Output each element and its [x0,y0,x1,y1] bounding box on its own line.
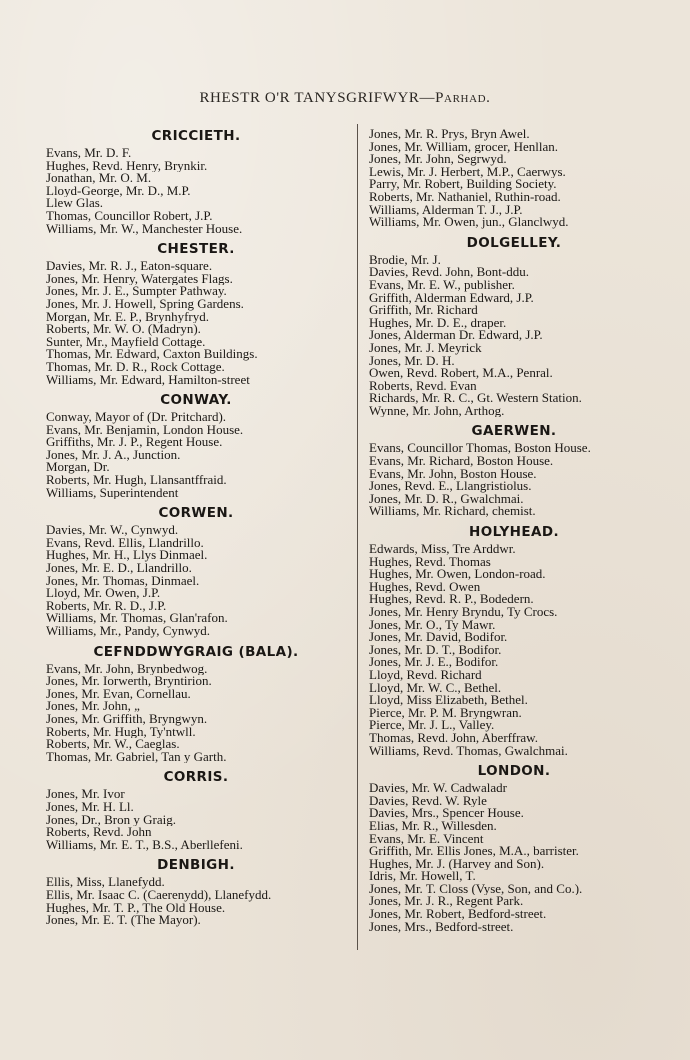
subscriber-entry: Lloyd, Miss Elizabeth, Bethel. [369,694,528,707]
subscriber-entry: Lewis, Mr. J. Herbert, M.P., Caerwys. [369,165,566,179]
subscriber-entry: Hughes, Mr. Owen, London-road. [369,568,546,581]
subscriber-entry: Hughes, Revd. Owen [369,580,481,594]
subscriber-entry: Evans, Mr. John, Boston House. [369,467,537,481]
subscriber-entry: Jones, Alderman Dr. Edward, J.P. [369,329,543,342]
subscriber-entry: Thomas, Mr. Edward, Caxton Buildings. [46,348,258,361]
subscriber-entry: Thomas, Mr. D. R., Rock Cottage. [46,360,225,374]
subscriber-entry: Williams, Mr. Richard, chemist. [369,505,536,519]
subscriber-entry: Idris, Mr. Howell, T. [369,870,476,883]
subscriber-entry: Jones, Dr., Bron y Graig. [46,813,176,827]
subscriber-entry: Jones, Mr. Henry Bryndu, Ty Crocs. [369,606,558,619]
subscriber-entry: Edwards, Miss, Tre Arddwr. [369,543,516,556]
subscriber-entry: Lloyd, Revd. Richard [369,668,482,682]
subscriber-entry: Jones, Mr. J. E., Bodifor. [369,656,499,669]
subscriber-entry: Jones, Mr. D. R., Gwalchmai. [369,492,524,506]
subscriber-entry: Williams, Mr. Owen, jun., Glanclwyd. [369,216,569,229]
subscriber-entry: Parry, Mr. Robert, Building Society. [369,178,557,191]
subscriber-entry: Jones, Mr. J. Howell, Spring Gardens. [46,297,244,311]
town-section-corris [46,769,346,851]
column-divider [357,124,358,950]
left-column [46,128,346,933]
subscriber-entry: Evans, Mr. D. F. [46,147,132,160]
subscriber-entry: Evans, Mr. E. W., publisher. [369,278,515,292]
town-section-chester [46,241,346,386]
subscriber-entry: Wynne, Mr. John, Arthog. [369,404,505,418]
town-section-corwen [46,505,346,637]
town-section-gaerwen [369,423,659,518]
subscriber-entry: Thomas, Revd. John, Aberffraw. [369,731,538,745]
subscriber-entry: Thomas, Mr. Gabriel, Tan y Garth. [46,750,227,764]
subscriber-entry: Williams, Superintendent [46,486,179,500]
subscriber-entry: Davies, Revd. W. Ryle [369,794,487,808]
subscriber-entry: Jones, Mr. John, „ [46,700,140,713]
town-section-holyhead [369,524,659,757]
subscriber-entry: Lloyd-George, Mr. D., M.P. [46,184,191,198]
subscriber-entry: Davies, Mr. W., Cynwyd. [46,524,179,537]
subscriber-entry: Griffith, Alderman Edward, J.P. [369,291,534,305]
subscriber-entry: Jones, Mr. Griffith, Bryngwyn. [46,712,208,726]
subscriber-entry: Jones, Revd. E., Llangristiolus. [369,480,532,493]
subscriber-entry: Jones, Mr. J. A., Junction. [46,448,181,462]
subscriber-entry: Williams, Mr. W., Manchester House. [46,222,243,236]
town-heading: LONDON. [477,763,551,780]
town-heading: CEFNDDWYGRAIG (BALA). [93,643,299,660]
subscriber-entry: Elias, Mr. R., Willesden. [369,819,497,833]
subscriber-entry: Pierce, Mr. P. M. Bryngwran. [369,706,522,720]
page-title [0,90,690,107]
subscriber-entry: Jones, Mr. J. E., Sumpter Pathway. [46,285,227,298]
subscriber-entry: Lloyd, Mr. W. C., Bethel. [369,681,502,695]
town-section-cefnddwygraig-bala [46,644,346,764]
subscriber-entry: Roberts, Revd. John [46,826,152,839]
subscriber-entry: Jones, Mr. J. R., Regent Park. [369,895,524,909]
subscriber-entry: Griffiths, Mr. J. P., Regent House. [46,436,223,449]
subscriber-entry: Roberts, Mr. R. D., J.P. [46,599,167,613]
subscriber-entry: Davies, Mr. R. J., Eaton-square. [46,260,213,273]
subscriber-entry: Roberts, Mr. W. O. (Madryn). [46,323,201,336]
subscriber-entry: Jones, Mr. T. Closs (Vyse, Son, and Co.). [369,882,583,896]
subscriber-entry: Owen, Revd. Robert, M.A., Penral. [369,367,553,380]
subscriber-entry: Davies, Mrs., Spencer House. [369,807,524,820]
subscriber-entry: Evans, Mr. Benjamin, London House. [46,423,244,437]
town-section-criccieth [46,128,346,235]
subscriber-entry: Conway, Mayor of (Dr. Pritchard). [46,411,227,424]
continued-section [369,128,659,229]
subscriber-entry: Morgan, Mr. E. P., Brynhyfryd. [46,310,209,324]
subscriber-entry: Davies, Mr. W. Cadwaladr [369,782,507,795]
subscriber-entry: Hughes, Revd. Henry, Brynkir. [46,159,208,173]
subscriber-entry: Hughes, Mr. D. E., draper. [369,316,507,330]
page-title-suffix: —Parhad. [419,90,491,106]
subscriber-entry: Jones, Mr. Ivor [46,788,125,801]
town-heading: CORWEN. [158,505,234,522]
subscriber-entry: Jones, Mrs., Bedford-street. [369,920,514,934]
subscriber-entry: Evans, Revd. Ellis, Llandrillo. [46,536,204,550]
subscriber-entry: Evans, Mr. E. Vincent [369,832,484,846]
subscriber-entry: Jones, Mr. H. Ll. [46,800,134,814]
subscriber-entry: Williams, Mr., Pandy, Cynwyd. [46,625,211,638]
town-heading: CRICCIETH. [151,128,241,144]
town-section-denbigh [46,857,346,926]
subscriber-entry: Hughes, Mr. T. P., The Old House. [46,901,226,915]
page-title-main: RHESTR O'R TANYSGRIFWYR [199,90,420,106]
subscriber-entry: Jones, Mr. E. D., Llandrillo. [46,562,192,575]
subscriber-entry: Jones, Mr. Henry, Watergates Flags. [46,272,233,286]
town-heading: GAERWEN. [471,423,557,440]
subscriber-entry: Davies, Revd. John, Bont-ddu. [369,266,529,279]
subscriber-entry: Jonathan, Mr. O. M. [46,172,152,185]
subscriber-entry: Evans, Councillor Thomas, Boston House. [369,442,591,456]
subscriber-entry: Jones, Mr. O., Ty Mawr. [369,618,496,632]
town-heading: CORRIS. [163,769,229,786]
subscriber-entry: Jones, Mr. Thomas, Dinmael. [46,574,200,588]
subscriber-entry: Jones, Mr. D. T., Bodifor. [369,643,502,657]
subscriber-entry: Hughes, Revd. R. P., Bodedern. [369,593,534,606]
subscriber-entry: Jones, Mr. William, grocer, Henllan. [369,140,558,154]
subscriber-entry: Griffith, Mr. Ellis Jones, M.A., barrister. [369,845,579,858]
subscriber-entry: Williams, Mr. E. T., B.S., Aberllefeni. [46,838,243,852]
subscriber-entry: Roberts, Revd. Evan [369,379,477,393]
subscriber-entry: Llew Glas. [46,197,104,210]
subscriber-entry: Sunter, Mr., Mayfield Cottage. [46,335,206,349]
subscriber-entry: Hughes, Revd. Thomas [369,555,491,569]
subscriber-entry: Jones, Mr. E. T. (The Mayor). [46,914,201,927]
subscriber-entry: Richards, Mr. R. C., Gt. Western Station. [369,392,582,405]
right-column [369,128,659,939]
subscriber-entry: Roberts, Mr. Hugh, Llansantffraid. [46,474,227,487]
subscriber-entry: Hughes, Mr. J. (Harvey and Son). [369,857,545,871]
subscriber-entry: Jones, Mr. David, Bodifor. [369,631,508,644]
town-heading: DOLGELLEY. [466,234,562,251]
subscriber-entry: Evans, Mr. Richard, Boston House. [369,455,554,468]
subscriber-entry: Jones, Mr. Evan, Cornellau. [46,687,191,701]
subscriber-entry: Williams, Mr. Thomas, Glan'rafon. [46,612,228,625]
subscriber-entry: Griffith, Mr. Richard [369,304,478,317]
town-section-conway [46,392,346,499]
subscriber-entry: Jones, Mr. John, Segrwyd. [369,153,507,166]
subscriber-entry: Jones, Mr. Robert, Bedford-street. [369,908,547,921]
subscriber-entry: Roberts, Mr. Nathaniel, Ruthin-road. [369,190,561,204]
town-heading: CHESTER. [157,241,235,258]
subscriber-entry: Williams, Revd. Thomas, Gwalchmai. [369,744,568,758]
subscriber-entry: Pierce, Mr. J. L., Valley. [369,719,495,732]
subscriber-entry: Roberts, Mr. Hugh, Ty'ntwll. [46,725,196,739]
subscriber-entry: Ellis, Mr. Isaac C. (Caerenydd), Llanefydd. [46,888,272,902]
subscriber-entry: Roberts, Mr. W., Caeglas. [46,738,180,751]
subscriber-entry: Hughes, Mr. H., Llys Dinmael. [46,549,208,563]
subscriber-entry: Morgan, Dr. [46,461,110,475]
subscriber-entry: Brodie, Mr. J. [369,253,441,267]
subscriber-entry: Thomas, Councillor Robert, J.P. [46,209,213,223]
town-heading: HOLYHEAD. [469,524,559,541]
subscriber-entry: Jones, Mr. R. Prys, Bryn Awel. [369,128,530,141]
town-heading: CONWAY. [160,392,232,409]
subscriber-entry: Williams, Mr. Edward, Hamilton-street [46,373,250,387]
subscriber-entry: Jones, Mr. J. Meyrick [369,341,482,355]
subscriber-entry: Jones, Mr. Iorwerth, Bryntirion. [46,675,212,688]
subscriber-entry: Jones, Mr. D. H. [369,354,455,368]
subscriber-entry: Williams, Alderman T. J., J.P. [369,203,523,217]
subscriber-entry: Evans, Mr. John, Brynbedwog. [46,662,208,676]
subscriber-entry: Lloyd, Mr. Owen, J.P. [46,587,161,600]
town-section-london [369,763,659,933]
town-heading: DENBIGH. [157,857,235,874]
subscriber-entry: Ellis, Miss, Llanefydd. [46,876,165,889]
town-section-dolgelley [369,235,659,418]
